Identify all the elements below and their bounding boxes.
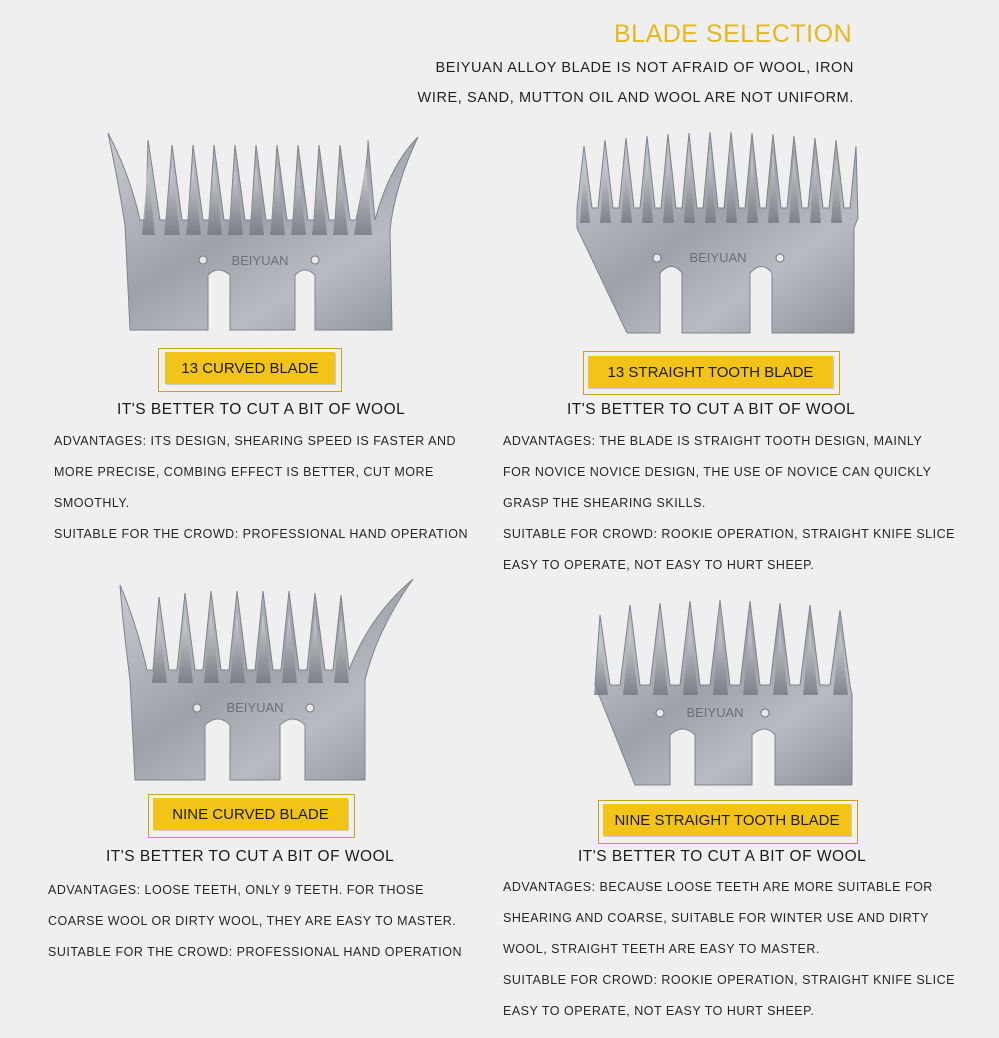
blade-4-description	[503, 872, 955, 1027]
blade-1-description	[54, 426, 468, 550]
nine-straight-blade-image	[590, 595, 860, 790]
description-line: SMOOTHLY.	[54, 496, 130, 510]
label-nine-curved-blade: NINE CURVED BLADE	[153, 798, 348, 830]
engraving-text: BEIYUAN	[689, 250, 747, 265]
description-line: EASY TO OPERATE, NOT EASY TO HURT SHEEP.	[503, 558, 815, 572]
blade-1-subhead: IT'S BETTER TO CUT A BIT OF WOOL	[117, 401, 406, 418]
description-line: GRASP THE SHEARING SKILLS.	[503, 496, 706, 510]
blade-2-description	[503, 426, 955, 581]
description-line: WOOL, STRAIGHT TEETH ARE EASY TO MASTER.	[503, 942, 820, 956]
description-line: SUITABLE FOR THE CROWD: PROFESSIONAL HAND OPERATION	[48, 945, 462, 959]
description-line: SHEARING AND COARSE, SUITABLE FOR WINTER USE AND DIRTY	[503, 911, 929, 925]
nine-curved-blade-image	[115, 575, 420, 785]
description-line: MORE PRECISE, COMBING EFFECT IS BETTER, CUT MORE	[54, 465, 434, 479]
blade-2-subhead: IT'S BETTER TO CUT A BIT OF WOOL	[567, 401, 856, 418]
description-line: ADVANTAGES: THE BLADE IS STRAIGHT TOOTH DESIGN, MAINLY	[503, 434, 923, 448]
description-line: ADVANTAGES: BECAUSE LOOSE TEETH ARE MORE SUITABLE FOR	[503, 880, 933, 894]
engraving-text: BEIYUAN	[231, 253, 289, 268]
description-line: COARSE WOOL OR DIRTY WOOL, THEY ARE EASY TO MASTER.	[48, 914, 457, 928]
description-line: EASY TO OPERATE, NOT EASY TO HURT SHEEP.	[503, 1004, 815, 1018]
label-nine-straight-tooth-blade: NINE STRAIGHT TOOTH BLADE	[603, 804, 851, 836]
engraving-text: BEIYUAN	[686, 705, 744, 720]
thirteen-straight-blade-image	[572, 128, 862, 340]
label-13-curved-blade: 13 CURVED BLADE	[165, 352, 335, 384]
blade-3-subhead: IT'S BETTER TO CUT A BIT OF WOOL	[106, 848, 395, 865]
blade-4-subhead: IT'S BETTER TO CUT A BIT OF WOOL	[578, 848, 867, 865]
description-line: SUITABLE FOR CROWD: ROOKIE OPERATION, STRAIGHT KNIFE SLICE	[503, 527, 955, 541]
description-line: ADVANTAGES: ITS DESIGN, SHEARING SPEED IS FASTER AND	[54, 434, 457, 448]
description-line: FOR NOVICE NOVICE DESIGN, THE USE OF NOVICE CAN QUICKLY	[503, 465, 932, 479]
intro-line-2: WIRE, SAND, MUTTON OIL AND WOOL ARE NOT UNIFORM.	[417, 90, 854, 106]
description-line: SUITABLE FOR THE CROWD: PROFESSIONAL HAND OPERATION	[54, 527, 468, 541]
intro-line-1: BEIYUAN ALLOY BLADE IS NOT AFRAID OF WOOL, IRON	[435, 60, 854, 76]
blade-3-description	[48, 875, 462, 968]
description-line: SUITABLE FOR CROWD: ROOKIE OPERATION, STRAIGHT KNIFE SLICE	[503, 973, 955, 987]
label-13-straight-tooth-blade: 13 STRAIGHT TOOTH BLADE	[588, 356, 833, 388]
page-title: BLADE SELECTION	[614, 20, 853, 48]
engraving-text: BEIYUAN	[226, 700, 284, 715]
thirteen-curved-blade-image	[100, 125, 425, 335]
description-line: ADVANTAGES: LOOSE TEETH, ONLY 9 TEETH. FOR THOSE	[48, 883, 424, 897]
